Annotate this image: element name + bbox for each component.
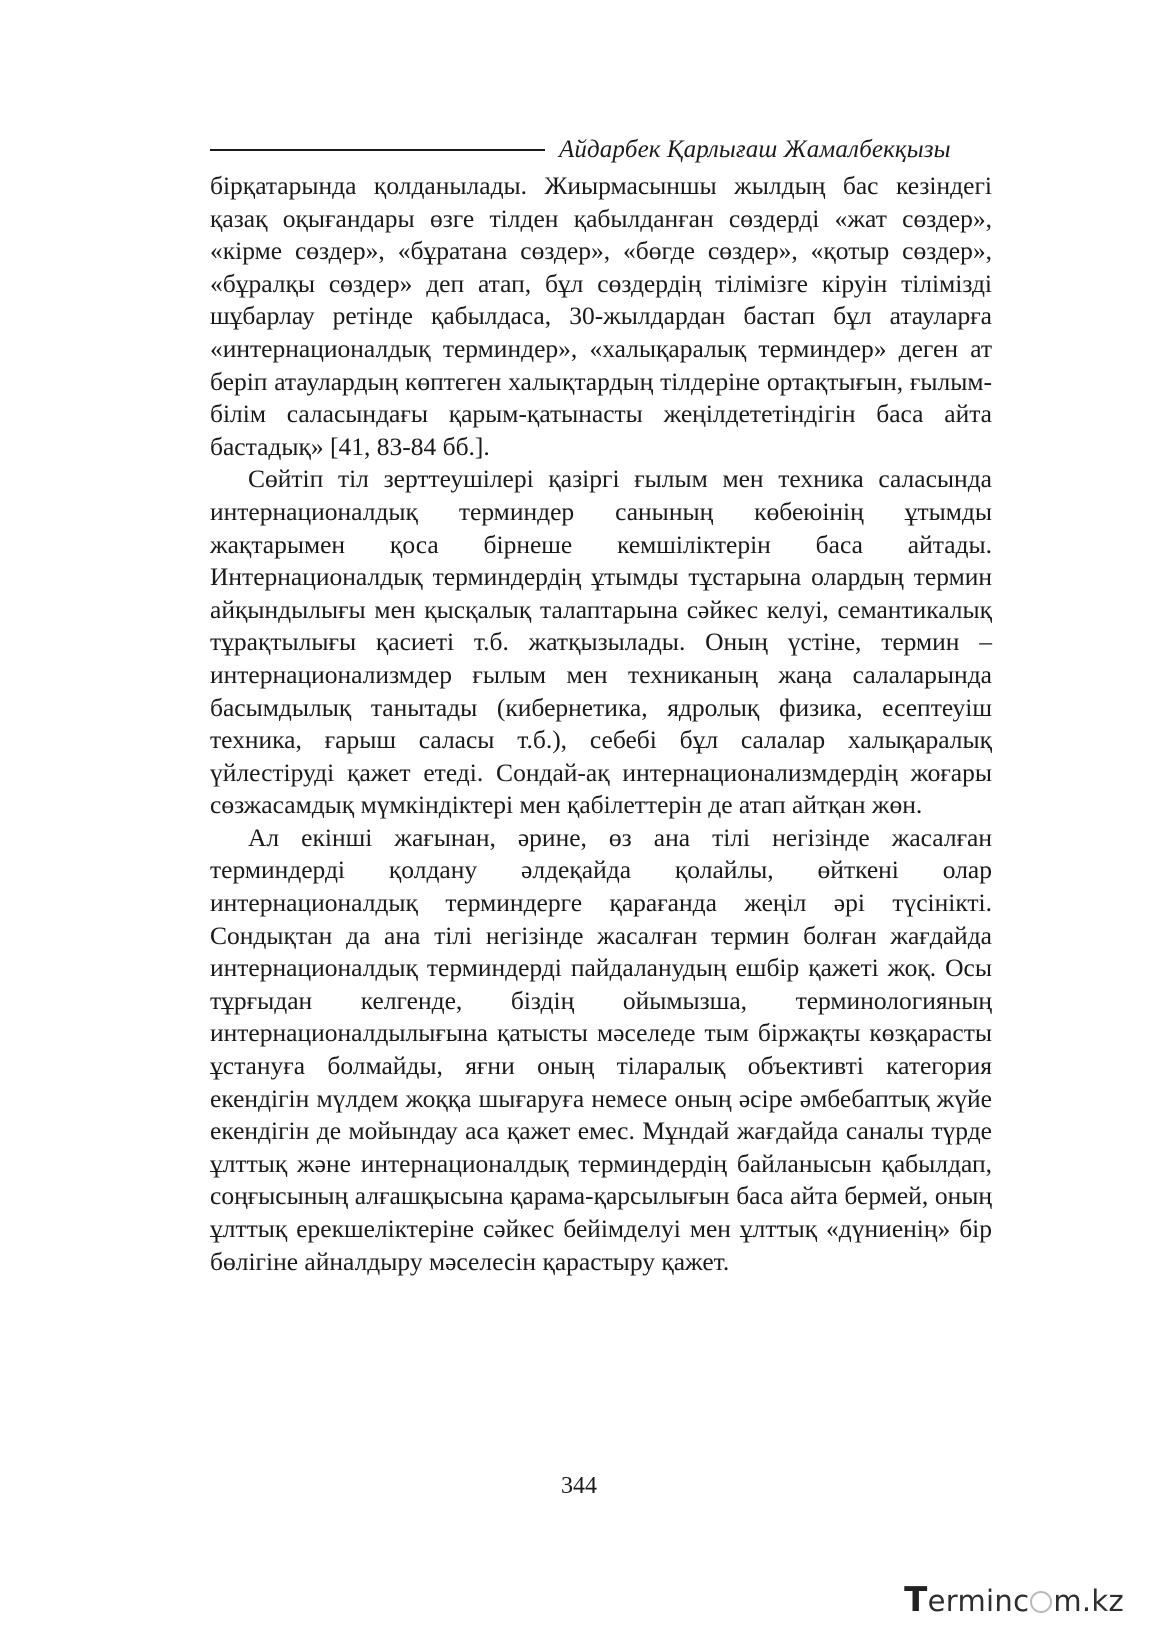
body-text (210, 170, 992, 1278)
paragraph-second: Сөйтіп тіл зерттеушілері қазіргі ғылым мен техника саласында интернационалдық терминдер санының көбеюінің ұтымды жақтарымен қоса бірнеше кемшіліктерін баса айтады. Интернационалдық терминдердің ұтымды тұстарына олардың термин айқындылығы мен қысқалық талаптарына сәйкес келуі, семантикалық тұрақтылығы қасиеті т.б. жатқызылады. Оның үстіне, термин – интернационализмдер ғылым мен техниканың жаңа салаларында басымдылық танытады (кибернетика, ядролық физика, есептеуіш техника, ғарыш саласы т.б.), себебі бұл салалар халықаралық үйлестіруді қажет етеді. Сондай-ақ интернационализмдердің жоғары сөзжасамдық мүмкіндіктері мен қабілеттерін де атап айтқан жөн. (210, 464, 992, 820)
watermark-text-c: c (1013, 1584, 1030, 1618)
header-author: Айдарбек Қарлығаш Жамалбекқызы (559, 136, 951, 163)
watermark-letter-t: T (904, 1580, 928, 1620)
paragraph-third: Ал екінші жағынан, әрине, өз ана тілі негізінде жасалған терминдерді қолдану әлдеқайда қолайлы, өйткені олар интернационалдық терминдерге қарағанда жеңіл әрі түсінікті. Сондықтан да ана тілі негізінде жасалған термин болған жағдайда интернационалдық терминдерді пайдаланудың ешбір қажеті жоқ. Осы тұрғыдан келгенде, біздің ойымызша, терминологияның интернационалдылығына қатысты мәселеде тым біржақты көзқарасты ұстануға болмайды, яғни оның тіларалық объективті категория екендігін мүлдем жоққа шығаруға немесе оның әсіре әмбебаптық жүйе екендігін де мойындау аса қажет емес. Мұндай жағдайда саналы түрде ұлттық және интернационалдық терминдердің байланысын қабылдап, соңғысының алғашқысына қарама-қарсылығын баса айта бермей, оның ұлттық ерекшеліктеріне сәйкес бейімделуі мен ұлттық «дүниенің» бір бөлігіне айналдыру мәселесін қарастыру қажет. (210, 822, 992, 1276)
watermark-text-start: ermin (927, 1584, 1014, 1618)
watermark-ring-icon (1030, 1591, 1052, 1613)
termincom-watermark (904, 1580, 1124, 1620)
running-header (210, 132, 990, 168)
watermark-text-end: m.kz (1053, 1584, 1124, 1618)
page-number: 344 (561, 1473, 597, 1499)
header-rule (210, 149, 545, 151)
paragraph-continuation: бірқатарында қолданылады. Жиырмасыншы жылдың бас кезіндегі қазақ оқығандары өзге тілден қабылданған сөздерді «жат сөздер», «кірме сөздер», «бұратана сөздер», «бөгде сөздер», «қотыр сөздер», «бұралқы сөздер» деп атап, бұл сөздердің тілімізге кіруін тілімізді шұбарлау ретінде қабылдаса, 30-жылдардан бастап бұл атауларға «интернационалдық терминдер», «халықаралық терминдер» деген ат беріп атаулардың көптеген халықтардың тілдеріне ортақтығын, ғылым-білім саласындағы қарым-қатынасты жеңілдететіндігін баса айта бастадық» [41, 83-84 бб.]. (210, 171, 992, 461)
